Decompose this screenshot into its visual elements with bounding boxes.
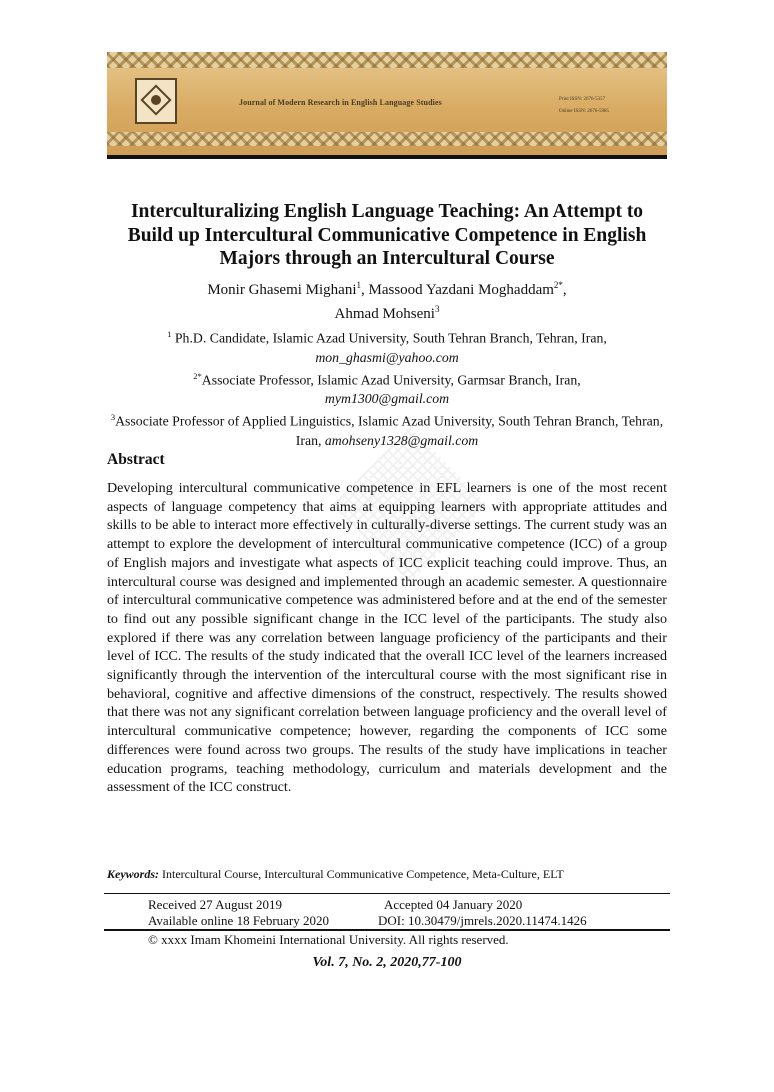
author-name: Monir Ghasemi Mighani	[207, 282, 357, 298]
abstract-body: Developing intercultural communicative competence in EFL learners is one of the most recent aspects of language competency that aims at equipping learners with appropriate attitudes and skills to be able to interact more effectively in culturally-diverse settings. The current study was an attempt to explore the development of intercultural communicative competence (ICC) of a group of English majors and investigate what aspects of ICC explicit teaching could improve. Thus, an intercultural course was designed and implemented through an academic semester. A questionnaire of intercultural communicative competence was administered before and at the end of the semester to find out any possible significant change in the ICC level of the participants. The study also explored if there was any correlation between language proficiency of the participants and their level of ICC. The results of the study indicated that the overall ICC level of the learners increased significantly through the intervention of the intercultural course with the most significant rise in behavioral, cognitive and affective dimensions of the construct, respectively. The results showed that there was not any significant correlation between language proficiency and the overall level of intercultural communicative competence; however, regarding the components of ICC some differences were found across two groups. The results of the study have implications in teacher education programs, teaching methodology, curriculum and materials development and the assessment of the ICC construct.	[107, 480, 667, 796]
divider	[104, 929, 670, 931]
author-sup: 2*	[553, 280, 563, 290]
abstract-heading: Abstract	[107, 451, 165, 468]
available-online-date: Available online 18 February 2020	[148, 913, 329, 928]
received-date: Received 27 August 2019	[148, 897, 282, 912]
affiliation-1	[107, 325, 667, 367]
affiliation-sup: 1	[167, 329, 172, 339]
dates-row	[148, 897, 523, 913]
author-list: Monir Ghasemi Mighani$^1$, Massood Yazdani Moghaddam$^{2*}$, Ahmad Mohseni$^3$	[207, 280, 567, 322]
keywords-text: Intercultural Course, Intercultural Communicative Competence, Meta-Culture, ELT	[162, 867, 564, 881]
journal-logo-icon	[135, 78, 177, 124]
author-name: Ahmad Mohseni	[334, 306, 435, 322]
affiliation-text: Associate Professor, Islamic Azad University, Garmsar Branch, Iran,	[201, 372, 581, 388]
affiliation-2	[107, 367, 667, 409]
affiliation-text: Associate Professor of Applied Linguistics, Islamic Azad University, South Tehran Branch, Tehran, Iran,	[115, 413, 664, 448]
affiliation-sup: 3	[110, 412, 116, 423]
divider	[104, 893, 670, 894]
online-row	[148, 913, 587, 929]
banner-ornament-bottom	[107, 132, 667, 146]
keywords-label: Keywords:	[107, 867, 159, 881]
author-email[interactable]: amohseny1328@gmail.com	[324, 432, 479, 448]
author-name: Massood Yazdani Moghaddam	[368, 282, 554, 298]
online-issn: Online ISSN: 2676-5985	[559, 109, 609, 114]
author-email[interactable]: mon_ghasmi@yahoo.com	[315, 349, 459, 365]
print-issn: Print ISSN: 2676-5357	[559, 97, 606, 102]
affiliation-sup: 2*	[193, 370, 202, 381]
keywords	[107, 866, 667, 882]
banner-ornament-top	[107, 52, 667, 68]
banner-rule	[107, 155, 667, 159]
affiliation-3	[107, 408, 667, 450]
banner-journal-name: Journal of Modern Research in English Language Studies	[239, 98, 442, 107]
affiliation-list	[107, 325, 667, 450]
journal-banner	[107, 52, 667, 156]
copyright: © xxxx Imam Khomeini International University. All rights reserved.	[148, 932, 509, 947]
accepted-date: Accepted 04 January 2020	[384, 897, 523, 912]
affiliation-text: Ph.D. Candidate, Islamic Azad University, South Tehran Branch, Tehran, Iran,	[174, 330, 607, 346]
volume-info: Vol. 7, No. 2, 2020,77-100	[312, 955, 462, 970]
author-email[interactable]: mym1300@gmail.com	[324, 391, 450, 407]
author-sup: 3	[434, 304, 440, 314]
banner-issn	[559, 94, 609, 118]
author-sup: 1	[356, 280, 361, 290]
paper-title: Interculturalizing English Language Teaching: An Attempt to Build up Intercultural Communicative Competence in English Majors through an Intercultural Course	[127, 201, 647, 269]
doi[interactable]: DOI: 10.30479/jmrels.2020.11474.1426	[378, 913, 587, 928]
